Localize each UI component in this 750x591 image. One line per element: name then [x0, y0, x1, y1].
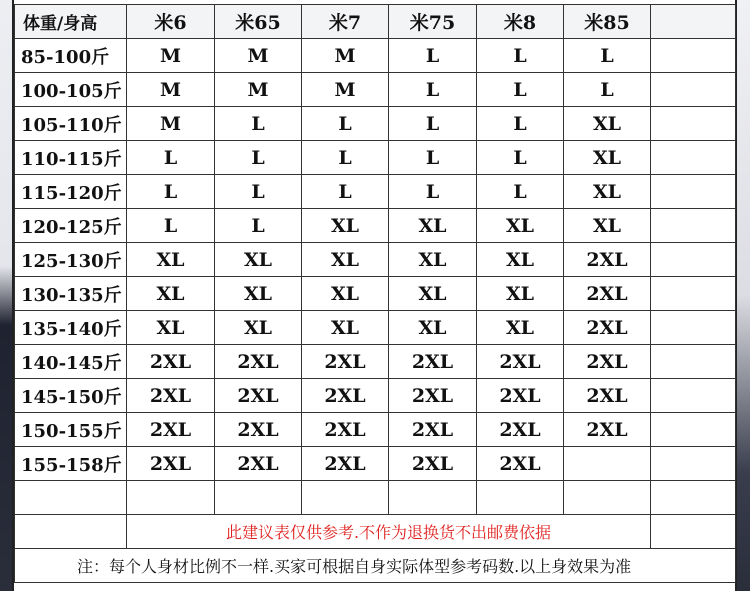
size-chart-table — [14, 4, 736, 583]
height-header-empty — [651, 5, 736, 39]
size-cell: 2XL — [215, 447, 302, 481]
size-cell: L — [127, 209, 215, 243]
size-cell — [651, 175, 736, 209]
size-cell: 2XL — [302, 413, 389, 447]
size-cell: L — [389, 175, 477, 209]
table-row — [15, 277, 736, 311]
size-chart-sheet — [12, 0, 737, 591]
table-row — [15, 413, 736, 447]
note-row — [15, 549, 736, 583]
size-cell — [651, 413, 736, 447]
corner-label: 体重/身高 — [15, 5, 127, 39]
footnote-text: 注：每个人身材比例不一样.买家可根据自身实际体型参考码数.以上身效果为准 — [15, 549, 736, 583]
size-cell: L — [215, 175, 302, 209]
size-cell: L — [389, 73, 477, 107]
size-cell: XL — [215, 311, 302, 345]
size-cell: 2XL — [564, 311, 651, 345]
weight-range: 100-105斤 — [15, 73, 127, 107]
size-cell: M — [302, 73, 389, 107]
size-cell: 2XL — [302, 379, 389, 413]
weight-range: 130-135斤 — [15, 277, 127, 311]
size-cell: 2XL — [302, 447, 389, 481]
size-cell: 2XL — [215, 413, 302, 447]
size-cell — [564, 447, 651, 481]
size-cell: XL — [477, 209, 564, 243]
empty-cell — [302, 481, 389, 515]
weight-range: 135-140斤 — [15, 311, 127, 345]
size-cell: XL — [215, 277, 302, 311]
empty-cell — [564, 481, 651, 515]
size-cell: XL — [302, 243, 389, 277]
size-cell — [651, 243, 736, 277]
size-cell: M — [127, 73, 215, 107]
weight-range: 85-100斤 — [15, 39, 127, 73]
weight-range: 145-150斤 — [15, 379, 127, 413]
table-row — [15, 243, 736, 277]
empty-cell — [15, 481, 127, 515]
background-right-edge — [736, 0, 750, 591]
size-cell: XL — [302, 277, 389, 311]
size-cell — [651, 209, 736, 243]
size-cell: L — [302, 175, 389, 209]
size-cell: M — [302, 39, 389, 73]
size-cell: 2XL — [127, 379, 215, 413]
size-cell: L — [127, 141, 215, 175]
size-cell — [651, 311, 736, 345]
weight-range: 125-130斤 — [15, 243, 127, 277]
size-cell: 2XL — [127, 413, 215, 447]
weight-range: 105-110斤 — [15, 107, 127, 141]
size-cell: XL — [127, 243, 215, 277]
size-cell: 2XL — [215, 379, 302, 413]
size-cell: 2XL — [564, 413, 651, 447]
weight-range: 115-120斤 — [15, 175, 127, 209]
empty-cell — [389, 481, 477, 515]
size-cell: L — [477, 39, 564, 73]
size-cell: L — [564, 73, 651, 107]
size-cell: M — [215, 73, 302, 107]
size-cell: L — [215, 209, 302, 243]
size-cell: L — [127, 175, 215, 209]
size-cell — [651, 447, 736, 481]
size-cell: 2XL — [564, 277, 651, 311]
table-row — [15, 311, 736, 345]
empty-cell — [477, 481, 564, 515]
height-header: 米7 — [302, 5, 389, 39]
empty-cell — [651, 481, 736, 515]
empty-cell — [15, 515, 127, 549]
size-cell: XL — [477, 277, 564, 311]
size-cell: XL — [302, 209, 389, 243]
size-cell: L — [564, 39, 651, 73]
size-cell: 2XL — [389, 345, 477, 379]
weight-range: 140-145斤 — [15, 345, 127, 379]
size-cell: XL — [302, 311, 389, 345]
empty-cell — [651, 515, 736, 549]
height-header: 米85 — [564, 5, 651, 39]
height-header: 米65 — [215, 5, 302, 39]
size-cell: 2XL — [564, 345, 651, 379]
table-row — [15, 107, 736, 141]
size-cell: XL — [127, 277, 215, 311]
size-cell: XL — [127, 311, 215, 345]
size-cell: XL — [564, 107, 651, 141]
height-header: 米75 — [389, 5, 477, 39]
disclaimer-text: 此建议表仅供参考.不作为退换货不出邮费依据 — [127, 515, 651, 549]
size-cell: XL — [215, 243, 302, 277]
size-cell: 2XL — [127, 345, 215, 379]
size-cell — [651, 73, 736, 107]
size-cell: 2XL — [477, 345, 564, 379]
weight-range: 110-115斤 — [15, 141, 127, 175]
size-cell: L — [389, 107, 477, 141]
size-cell — [651, 277, 736, 311]
size-cell: 2XL — [564, 243, 651, 277]
size-cell: XL — [477, 311, 564, 345]
table-row — [15, 379, 736, 413]
size-cell: XL — [564, 175, 651, 209]
size-cell: XL — [564, 141, 651, 175]
size-cell — [651, 345, 736, 379]
height-header: 米6 — [127, 5, 215, 39]
disclaimer-row — [15, 515, 736, 549]
size-cell: L — [389, 141, 477, 175]
size-cell: L — [477, 107, 564, 141]
blank-row — [15, 481, 736, 515]
table-row — [15, 345, 736, 379]
size-cell: XL — [477, 243, 564, 277]
size-cell: 2XL — [477, 379, 564, 413]
size-cell: 2XL — [389, 413, 477, 447]
weight-range: 155-158斤 — [15, 447, 127, 481]
table-row — [15, 39, 736, 73]
size-cell — [651, 39, 736, 73]
size-cell: 2XL — [215, 345, 302, 379]
size-cell: 2XL — [477, 447, 564, 481]
table-row — [15, 73, 736, 107]
size-cell: XL — [389, 311, 477, 345]
size-cell: L — [477, 175, 564, 209]
size-cell: 2XL — [127, 447, 215, 481]
table-row — [15, 447, 736, 481]
size-cell: 2XL — [477, 413, 564, 447]
empty-cell — [215, 481, 302, 515]
size-cell — [651, 107, 736, 141]
size-cell: 2XL — [389, 447, 477, 481]
size-cell — [651, 141, 736, 175]
size-cell: L — [477, 141, 564, 175]
size-cell: L — [302, 107, 389, 141]
size-cell: XL — [389, 209, 477, 243]
empty-cell — [127, 481, 215, 515]
size-cell: XL — [564, 209, 651, 243]
size-cell — [651, 379, 736, 413]
size-cell: XL — [389, 243, 477, 277]
size-cell: 2XL — [564, 379, 651, 413]
table-row — [15, 141, 736, 175]
size-cell: XL — [389, 277, 477, 311]
size-cell: L — [477, 73, 564, 107]
table-row — [15, 209, 736, 243]
size-cell: L — [215, 107, 302, 141]
size-cell: M — [215, 39, 302, 73]
size-cell: M — [127, 39, 215, 73]
size-cell: 2XL — [389, 379, 477, 413]
header-row — [15, 5, 736, 39]
size-cell: L — [389, 39, 477, 73]
height-header: 米8 — [477, 5, 564, 39]
weight-range: 150-155斤 — [15, 413, 127, 447]
table-row — [15, 175, 736, 209]
size-cell: 2XL — [302, 345, 389, 379]
weight-range: 120-125斤 — [15, 209, 127, 243]
size-cell: L — [215, 141, 302, 175]
size-cell: L — [302, 141, 389, 175]
size-cell: M — [127, 107, 215, 141]
